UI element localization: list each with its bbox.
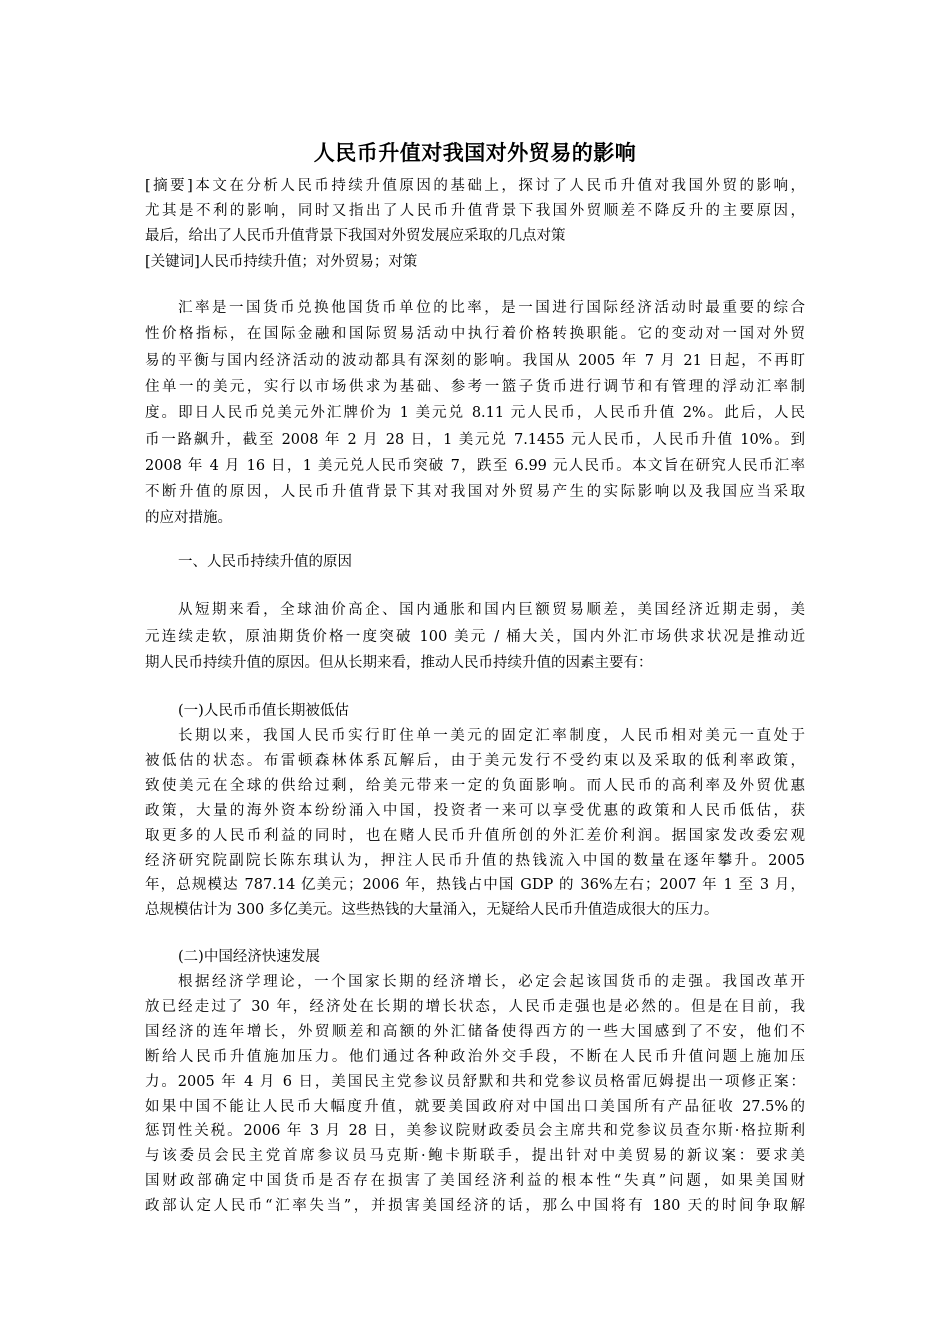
subsection-heading: (一)人民币币值长期被低估: [178, 703, 349, 719]
subsection2-paragraph-line: 惩罚性关税。2006 年 3 月 28 日，美参议院财政委员会主席共和党参议员查尔斯·格拉斯利: [145, 1123, 805, 1140]
intro-paragraph-line: 住单一的美元，实行以市场供求为基础、参考一篮子货币进行调节和有管理的浮动汇率制: [145, 378, 805, 395]
intro-paragraph-line: 不断升值的原因，人民币升值背景下其对我国对外贸易产生的实际影响以及我国应当采取: [145, 484, 805, 501]
subsection2-paragraph-line: 政部认定人民币“汇率失当”，并损害美国经济的话，那么中国将有 180 天的时间争取解: [145, 1198, 805, 1215]
abstract-line: 尤其是不利的影响，同时又指出了人民币升值背景下我国外贸顺差不降反升的主要原因，: [145, 203, 805, 219]
intro-paragraph-line: 易的平衡与国内经济活动的波动都具有深刻的影响。我国从 2005 年 7 月 21 日起，不再盯: [145, 352, 805, 369]
subsection1-paragraph-line: 被低估的状态。布雷顿森林体系瓦解后，由于美元发行不受约束以及采取的低利率政策，: [145, 752, 805, 769]
document-title: 人民币升值对我国对外贸易的影响: [313, 140, 637, 165]
abstract-line: 最后，给出了人民币升值背景下我国对外贸发展应采取的几点对策: [145, 228, 566, 244]
intro-paragraph-line: 2008 年 4 月 16 日，1 美元兑人民币突破 7，跌至 6.99 元人民币。本文旨在研究人民币汇率: [145, 457, 805, 474]
subsection-heading: (二)中国经济快速发展: [178, 949, 320, 965]
subsection2-paragraph-line: 断给人民币升值施加压力。他们通过各种政治外交手段，不断在人民币升值问题上施加压: [145, 1048, 805, 1065]
subsection2-paragraph-line: 力。2005 年 4 月 6 日，美国民主党参议员舒默和共和党参议员格雷厄姆提出一项修正案：: [145, 1073, 805, 1090]
subsection2-paragraph-line: 根据经济学理论，一个国家长期的经济增长，必定会起该国货币的走强。我国改革开: [178, 974, 805, 990]
subsection2-paragraph-line: 国经济的连年增长，外贸顺差和高额的外汇储备使得西方的一些大国感到了不安，他们不: [145, 1023, 805, 1040]
abstract-line: [摘要]本文在分析人民币持续升值原因的基础上，探讨了人民币升值对我国外贸的影响，: [145, 178, 805, 194]
subsection2-paragraph-line: 如果中国不能让人民币大幅度升值，就要美国政府对中国出口美国所有产品征收 27.5%的: [145, 1098, 805, 1115]
intro-paragraph-line: 的应对措施。: [145, 510, 232, 527]
subsection1-paragraph-line: 年，总规模达 787.14 亿美元；2006 年，热钱占中国 GDP 的 36%左右；2007 年 1 至 3 月，: [145, 877, 805, 894]
subsection1-paragraph-line: 致使美元在全球的供给过剩，给美元带来一定的负面影响。而人民币的高利率及外贸优惠: [145, 777, 805, 794]
section1-paragraph-line: 从短期来看，全球油价高企、国内通胀和国内巨额贸易顺差，美国经济近期走弱，美: [178, 602, 805, 618]
keywords-line: [关键词]人民币持续升值；对外贸易；对策: [145, 254, 418, 270]
subsection1-paragraph-line: 政策，大量的海外资本纷纷涌入中国，投资者一来可以享受优惠的政策和人民币低估，获: [145, 802, 805, 819]
section1-paragraph-line: 期人民币持续升值的原因。但从长期来看，推动人民币持续升值的因素主要有：: [145, 655, 653, 671]
subsection2-paragraph-line: 国财政部确定中国货币是否存在损害了美国经济利益的根本性“失真”问题，如果美国财: [145, 1173, 805, 1190]
subsection1-paragraph-line: 总规模估计为 300 多亿美元。这些热钱的大量涌入，无疑给人民币升值造成很大的压力。: [145, 902, 719, 919]
subsection2-paragraph-line: 与该委员会民主党首席参议员马克斯·鲍卡斯联手，提出针对中美贸易的新议案：要求美: [145, 1148, 805, 1165]
section1-paragraph-line: 元连续走软，原油期货价格一度突破 100 美元 / 桶大关，国内外汇市场供求状况是推动近: [145, 628, 805, 645]
section-heading: 一、人民币持续升值的原因: [178, 554, 352, 570]
subsection1-paragraph-line: 长期以来，我国人民币实行盯住单一美元的固定汇率制度，人民币相对美元一直处于: [178, 728, 805, 744]
subsection1-paragraph-line: 取更多的人民币利益的同时，也在赌人民币升值所创的外汇差价利润。据国家发改委宏观: [145, 827, 805, 844]
intro-paragraph-line: 性价格指标，在国际金融和国际贸易活动中执行着价格转换职能。它的变动对一国对外贸: [145, 326, 805, 343]
intro-paragraph-line: 度。即日人民币兑美元外汇牌价为 1 美元兑 8.11 元人民币，人民币升值 2%。此后，人民: [145, 405, 805, 422]
subsection1-paragraph-line: 经济研究院副院长陈东琪认为，押注人民币升值的热钱流入中国的数量在逐年攀升。2005: [145, 852, 805, 869]
subsection2-paragraph-line: 放已经走过了 30 年，经济处在长期的增长状态，人民币走强也是必然的。但是在目前，我: [145, 998, 805, 1015]
intro-paragraph-line: 汇率是一国货币兑换他国货币单位的比率，是一国进行国际经济活动时最重要的综合: [178, 300, 805, 316]
intro-paragraph-line: 币一路飙升，截至 2008 年 2 月 28 日，1 美元兑 7.1455 元人民币，人民币升值 10%。到: [145, 431, 805, 448]
